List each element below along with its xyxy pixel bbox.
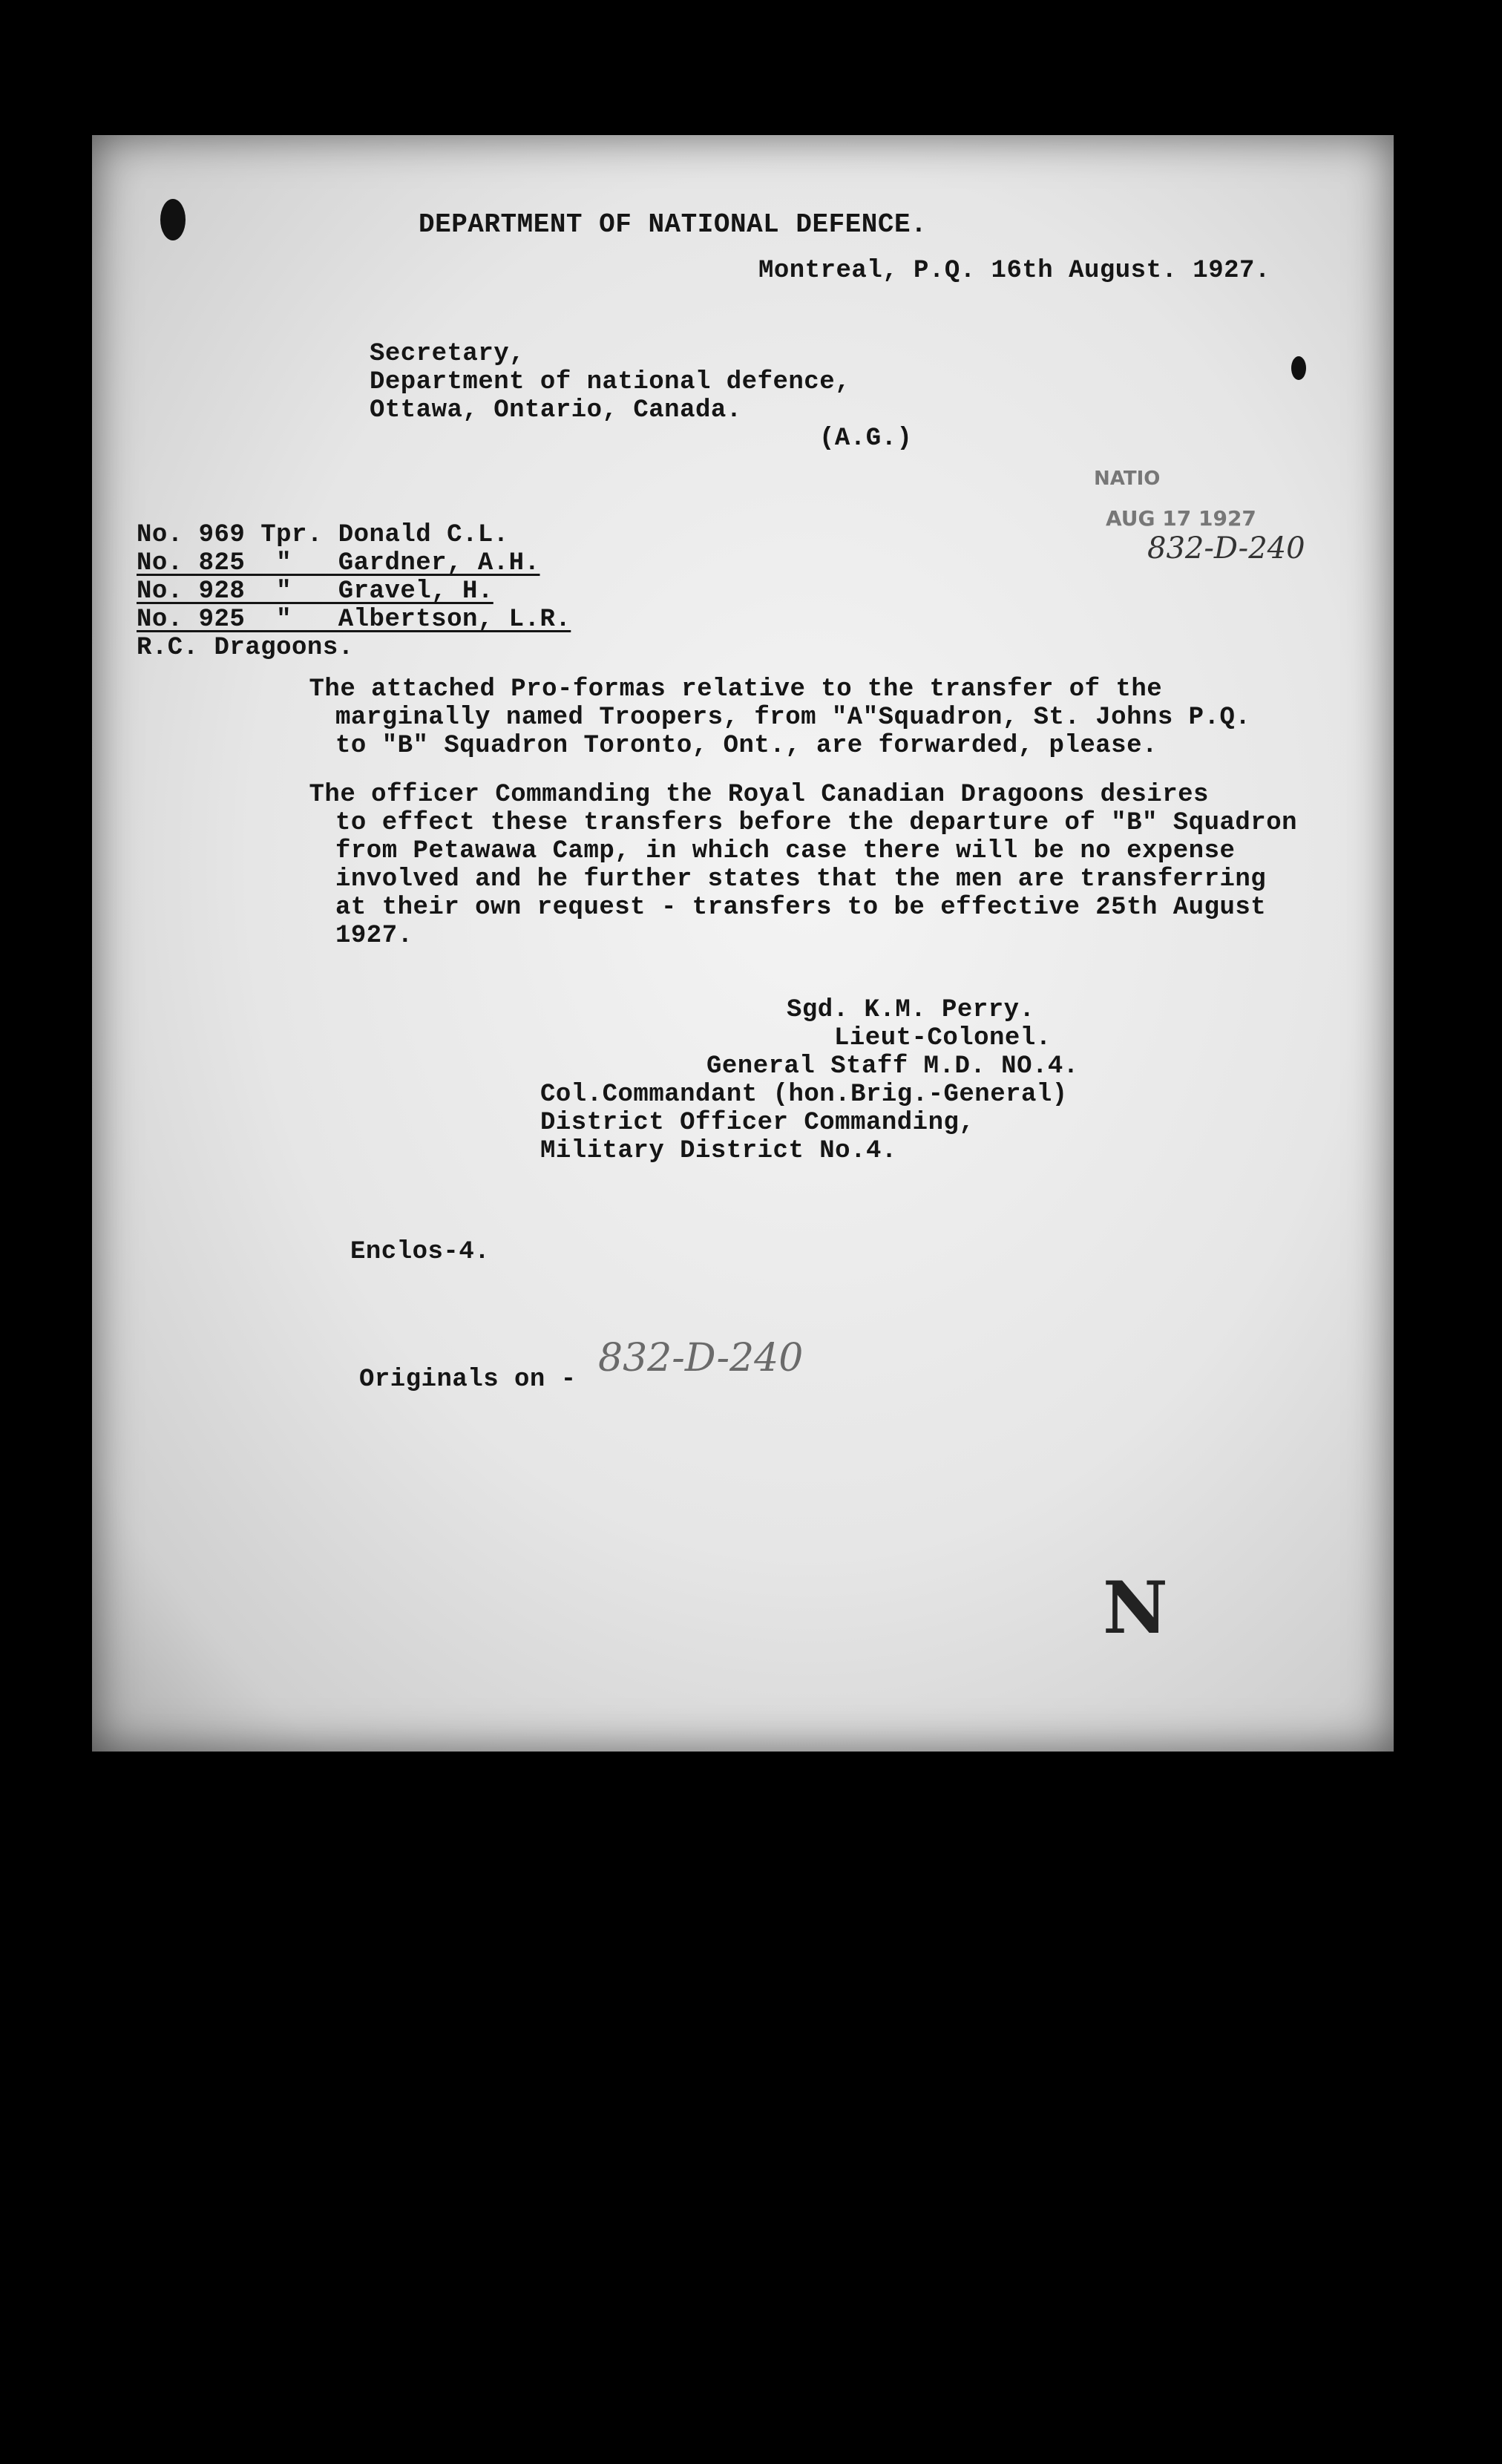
received-stamp-header: NATIO	[1094, 468, 1161, 490]
paragraph-line: The officer Commanding the Royal Canadian Dragoons desires	[232, 781, 1209, 809]
signature-line: General Staff M.D. NO.4.	[706, 1052, 1079, 1081]
marginal-name: No. 928 " Gravel, H.	[137, 577, 493, 606]
addressee-line: Secretary,	[370, 340, 525, 368]
paragraph-line: marginally named Troopers, from "A"Squadron, St. Johns P.Q.	[335, 704, 1251, 732]
ag-reference: (A.G.)	[819, 425, 913, 453]
paragraph-line: from Petawawa Camp, in which case there will be no expense	[335, 837, 1236, 865]
marginal-name: No. 825 " Gardner, A.H.	[137, 549, 540, 577]
paragraph-line: to "B" Squadron Toronto, Ont., are forwarded, please.	[335, 732, 1158, 760]
marginal-unit: R.C. Dragoons.	[137, 634, 354, 662]
letterhead: DEPARTMENT OF NATIONAL DEFENCE.	[419, 209, 928, 240]
ink-blot	[1291, 356, 1306, 380]
margin-mark: N	[1103, 1566, 1168, 1650]
place-date: Montreal, P.Q. 16th August. 1927.	[758, 257, 1270, 285]
addressee-line: Ottawa, Ontario, Canada.	[370, 396, 742, 425]
enclosures: Enclos-4.	[350, 1238, 491, 1266]
paragraph-line: 1927.	[335, 922, 413, 950]
signature-line: District Officer Commanding,	[540, 1109, 975, 1137]
paragraph-line: involved and he further states that the men are transferring	[335, 865, 1267, 894]
signature-line: Military District No.4.	[540, 1137, 897, 1165]
stamp-file-number: 832-D-240	[1147, 531, 1305, 566]
paragraph-line: The attached Pro-formas relative to the transfer of the	[232, 675, 1163, 704]
addressee-line: Department of national defence,	[370, 368, 851, 396]
marginal-name: No. 969 Tpr. Donald C.L.	[137, 521, 509, 549]
signature-line: Col.Commandant (hon.Brig.-General)	[540, 1081, 1068, 1109]
signature-line: Sgd. K.M. Perry.	[787, 996, 1035, 1024]
received-stamp-date: AUG 17 1927	[1106, 506, 1256, 531]
ink-blot	[160, 199, 186, 240]
document-page	[92, 135, 1394, 1752]
paragraph-line: at their own request - transfers to be effective 25th August	[335, 894, 1267, 922]
originals-label: Originals on -	[359, 1366, 577, 1394]
originals-file-number: 832-D-240	[598, 1336, 804, 1380]
marginal-name: No. 925 " Albertson, L.R.	[137, 606, 571, 634]
signature-line: Lieut-Colonel.	[834, 1024, 1052, 1052]
paragraph-line: to effect these transfers before the departure of "B" Squadron	[335, 809, 1298, 837]
